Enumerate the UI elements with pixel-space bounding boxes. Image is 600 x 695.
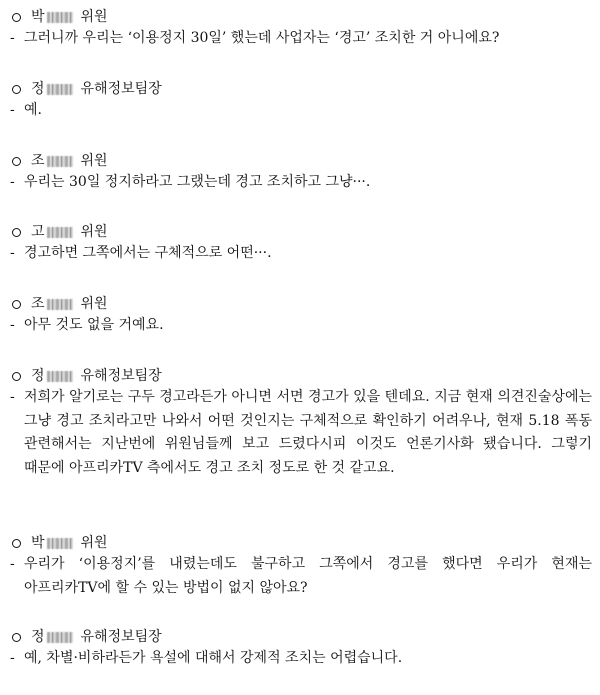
speech-text: 예, 차별·비하라든가 욕설에 대해서 강제적 조치는 어렵습니다. — [24, 650, 403, 666]
speech-line — [10, 27, 592, 51]
speaker-surname: 정 — [31, 81, 45, 97]
transcript-entry — [10, 80, 592, 123]
bullet-circle-icon — [12, 539, 21, 548]
speaker-line — [10, 8, 592, 27]
speaker-surname: 박 — [31, 535, 45, 551]
transcript-entry — [10, 295, 592, 338]
speaker-line — [10, 80, 592, 99]
transcript-entry — [10, 628, 592, 671]
speaker-line — [10, 367, 592, 386]
transcript-entry — [10, 367, 592, 480]
speaker-surname: 고 — [31, 224, 45, 240]
speech-line — [10, 314, 592, 338]
speech-line — [10, 171, 592, 195]
speaker-title: 위원 — [80, 9, 108, 25]
speaker-title: 유해정보팀장 — [80, 629, 162, 645]
speaker-surname: 조 — [31, 153, 45, 169]
dash-marker: - — [10, 245, 15, 261]
redacted-name — [47, 299, 73, 310]
bullet-circle-icon — [12, 372, 21, 381]
speaker-line — [10, 152, 592, 171]
speech-text: 경고하면 그쪽에서는 구체적으로 어떤···. — [24, 245, 272, 261]
bullet-circle-icon — [12, 633, 21, 642]
transcript-entry — [10, 534, 592, 600]
dash-marker: - — [10, 317, 15, 333]
speaker-title: 유해정보팀장 — [80, 368, 162, 384]
speech-text: 예. — [24, 102, 42, 118]
speech-line — [10, 553, 592, 600]
speaker-surname: 정 — [31, 629, 45, 645]
dash-marker: - — [10, 389, 15, 405]
dash-marker: - — [10, 30, 15, 46]
redacted-name — [47, 156, 73, 167]
speech-line — [10, 386, 592, 480]
redacted-name — [47, 371, 73, 382]
speech-line — [10, 99, 592, 123]
redacted-name — [47, 538, 73, 549]
speaker-line — [10, 534, 592, 553]
bullet-circle-icon — [12, 13, 21, 22]
speech-text: 저희가 알기로는 구두 경고라든가 아니면 서면 경고가 있을 텐데요. 지금 현재 의견진술상에는 그냥 경고 조치라고만 나와서 어떤 것인지는 구체적으로 확인하기 어려우나, 현재 5.18 폭동 관련해서는 지난번에 위원님들께 보고 드렸다시피 이것도 언론기사화 됐습니다. 그렇기 때문에 아프리카TV 측에서도 경고 조치 정도로 한 것 같고요. — [24, 389, 592, 476]
redacted-name — [47, 227, 73, 238]
speaker-title: 위원 — [80, 296, 108, 312]
speech-text: 우리는 30일 정지하라고 그랬는데 경고 조치하고 그냥···. — [24, 174, 371, 190]
speaker-title: 위원 — [80, 535, 108, 551]
bullet-circle-icon — [12, 228, 21, 237]
redacted-name — [47, 632, 73, 643]
bullet-circle-icon — [12, 157, 21, 166]
dash-marker: - — [10, 556, 15, 572]
speaker-surname: 정 — [31, 368, 45, 384]
speech-text: 그러니까 우리는 ‘이용정지 30일’ 했는데 사업자는 ‘경고’ 조치한 거 아니에요? — [24, 30, 500, 46]
redacted-name — [47, 12, 73, 23]
transcript-entry — [10, 223, 592, 266]
speaker-title: 위원 — [80, 153, 108, 169]
bullet-circle-icon — [12, 300, 21, 309]
transcript-entry — [10, 8, 592, 51]
speaker-line — [10, 223, 592, 242]
speaker-title: 유해정보팀장 — [80, 81, 162, 97]
bullet-circle-icon — [12, 85, 21, 94]
dash-marker: - — [10, 102, 15, 118]
dash-marker: - — [10, 174, 15, 190]
speaker-surname: 조 — [31, 296, 45, 312]
speech-text: 우리가 ‘이용정지’를 내렸는데도 불구하고 그쪽에서 경고를 했다면 우리가 현재는 아프리카TV에 할 수 있는 방법이 없지 않아요? — [24, 556, 592, 596]
speaker-line — [10, 628, 592, 647]
dash-marker: - — [10, 650, 15, 666]
speech-line — [10, 647, 592, 671]
speaker-line — [10, 295, 592, 314]
transcript-entry — [10, 152, 592, 195]
speech-text: 아무 것도 없을 거예요. — [24, 317, 164, 333]
speaker-title: 위원 — [80, 224, 108, 240]
redacted-name — [47, 84, 73, 95]
speech-line — [10, 242, 592, 266]
speaker-surname: 박 — [31, 9, 45, 25]
